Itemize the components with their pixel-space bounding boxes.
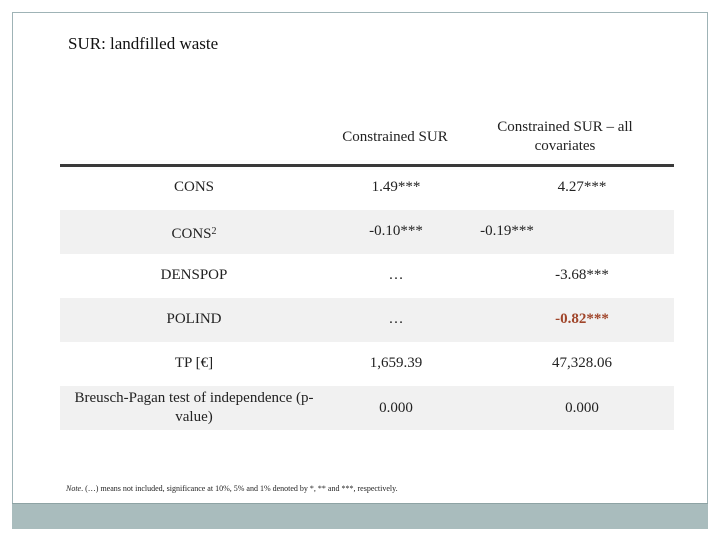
table-row	[60, 386, 674, 430]
value-all-covariates: 47,328.06	[552, 355, 612, 371]
footer-band	[12, 503, 708, 529]
value-all-covariates: -0.19***	[480, 223, 534, 239]
value-constrained-sur: -0.10***	[369, 223, 423, 239]
note-text: . (…) means not included, significance at 10%, 5% and 1% denoted by *, ** and ***, respectively.	[81, 484, 398, 493]
header-line-1: Constrained SUR – all	[497, 119, 633, 135]
value-all-covariates: 0.000	[565, 400, 599, 416]
table-row	[60, 166, 674, 210]
row-label-line-2: value)	[175, 409, 213, 425]
table-note	[66, 484, 398, 493]
row-label-line-1: Breusch-Pagan test of independence (p-	[74, 390, 314, 406]
row-label-text: CONS	[171, 226, 212, 242]
header-line-2: covariates	[534, 138, 596, 154]
value-constrained-sur: 1,659.39	[369, 355, 423, 371]
table-row	[60, 210, 674, 254]
row-label: DENSPOP	[160, 267, 228, 283]
value-constrained-sur: …	[388, 311, 404, 327]
row-label-superscript: 2	[211, 226, 217, 237]
header-constrained-sur: Constrained SUR	[342, 129, 448, 145]
table-row	[60, 254, 674, 298]
row-label: POLIND	[166, 311, 222, 327]
row-label: CONS	[173, 179, 214, 195]
row-label: TP [€]	[174, 355, 214, 371]
row-label	[60, 222, 328, 244]
slide-title: SUR: landfilled waste	[68, 34, 219, 53]
value-constrained-sur: 1.49***	[371, 179, 421, 195]
value-all-covariates: 4.27***	[557, 179, 607, 195]
value-all-covariates-highlighted: -0.82***	[555, 311, 609, 327]
value-constrained-sur: …	[388, 267, 404, 283]
table-row	[60, 298, 674, 342]
table-row	[60, 342, 674, 386]
note-prefix: Note	[66, 484, 82, 493]
value-all-covariates: -3.68***	[555, 267, 609, 283]
row-label	[60, 389, 328, 427]
header-constrained-sur-all-covariates	[480, 118, 650, 156]
value-constrained-sur: 0.000	[379, 400, 413, 416]
